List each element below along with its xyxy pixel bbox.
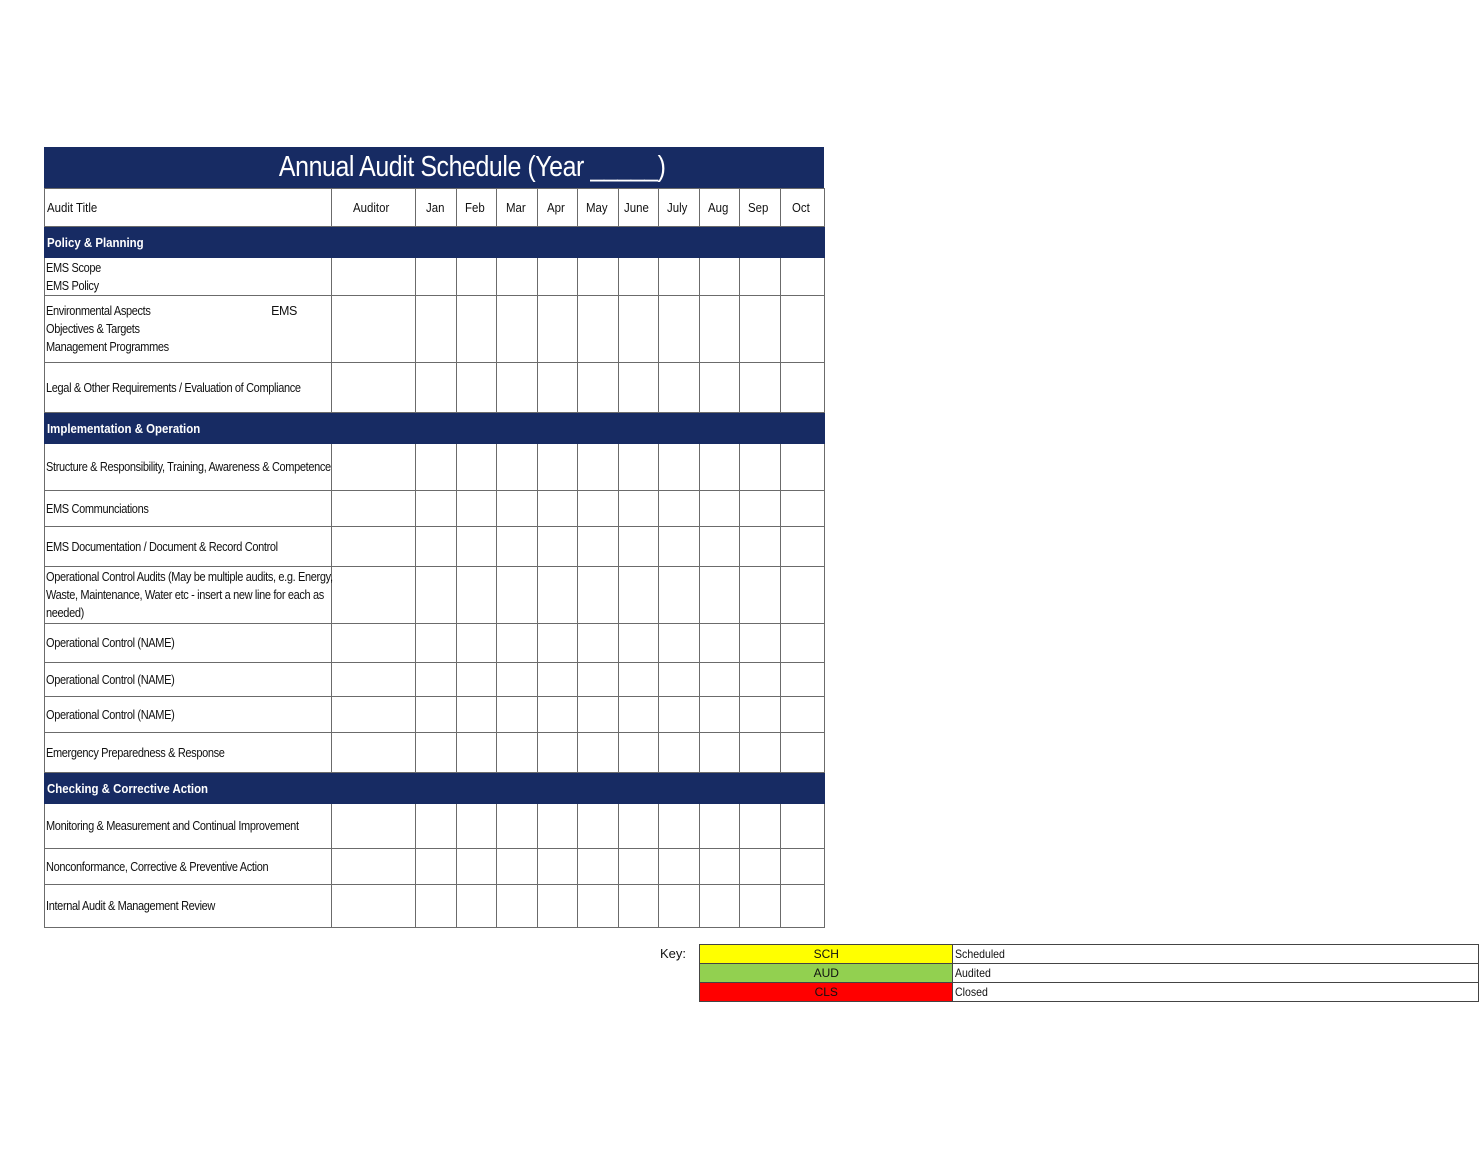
audit-title-cell[interactable] <box>45 444 332 491</box>
auditor-cell[interactable] <box>332 491 416 527</box>
section-month-cell <box>659 413 700 444</box>
audit-title-line: Nonconformance, Corrective & Preventive Action <box>46 859 269 874</box>
auditor-cell[interactable] <box>332 444 416 491</box>
auditor-cell[interactable] <box>332 733 416 773</box>
month-cell[interactable] <box>578 527 619 567</box>
month-cell[interactable] <box>619 733 659 773</box>
audit-title-cell[interactable] <box>45 296 332 363</box>
audit-title-line: Environmental Aspects <box>46 304 151 318</box>
key-text-closed: Closed <box>953 983 1479 1002</box>
month-cell[interactable] <box>416 363 457 413</box>
schedule-title-bar <box>44 147 824 188</box>
month-cell[interactable] <box>700 363 740 413</box>
auditor-cell[interactable] <box>332 849 416 885</box>
month-cell[interactable] <box>781 363 825 413</box>
month-cell[interactable] <box>578 804 619 849</box>
section-month-cell <box>416 773 457 804</box>
month-cell[interactable] <box>740 849 781 885</box>
section-month-cell <box>781 227 825 258</box>
table-row <box>45 733 825 773</box>
audit-title-cell[interactable] <box>45 491 332 527</box>
table-row <box>45 296 825 363</box>
month-cell[interactable] <box>781 697 825 733</box>
audit-title-line: EMS Communciations <box>46 501 149 516</box>
section-label: Checking & Corrective Action <box>45 773 416 804</box>
section-month-cell <box>497 227 538 258</box>
month-cell[interactable] <box>659 444 700 491</box>
month-cell[interactable] <box>457 885 497 928</box>
month-cell[interactable] <box>781 258 825 296</box>
month-cell[interactable] <box>740 296 781 363</box>
month-cell[interactable] <box>619 567 659 624</box>
month-cell[interactable] <box>578 296 619 363</box>
month-cell[interactable] <box>578 363 619 413</box>
header-month: Sep <box>740 189 781 227</box>
audit-title-cell[interactable] <box>45 527 332 567</box>
month-cell[interactable] <box>619 258 659 296</box>
header-month: Mar <box>497 189 538 227</box>
month-cell[interactable] <box>497 296 538 363</box>
month-cell[interactable] <box>457 663 497 697</box>
month-cell[interactable] <box>538 444 578 491</box>
month-cell[interactable] <box>497 258 538 296</box>
header-month: Oct <box>781 189 825 227</box>
month-cell[interactable] <box>416 849 457 885</box>
section-month-cell <box>578 227 619 258</box>
audit-title-line: Waste, Maintenance, Water etc - insert a new line for each as <box>46 588 324 602</box>
auditor-cell[interactable] <box>332 663 416 697</box>
table-row <box>45 624 825 663</box>
table-row <box>45 885 825 928</box>
audit-title-line: Monitoring & Measurement and Continual Improvement <box>46 819 299 833</box>
month-cell[interactable] <box>659 624 700 663</box>
month-cell[interactable] <box>416 733 457 773</box>
month-cell[interactable] <box>740 624 781 663</box>
header-month: Aug <box>700 189 740 227</box>
month-cell[interactable] <box>538 885 578 928</box>
section-month-cell <box>781 413 825 444</box>
section-month-cell <box>781 773 825 804</box>
header-row <box>45 189 825 227</box>
auditor-cell[interactable] <box>332 363 416 413</box>
section-month-cell <box>457 773 497 804</box>
month-cell[interactable] <box>497 624 538 663</box>
month-cell[interactable] <box>740 491 781 527</box>
month-cell[interactable] <box>659 663 700 697</box>
auditor-cell[interactable] <box>332 697 416 733</box>
month-cell[interactable] <box>457 849 497 885</box>
section-month-cell <box>700 773 740 804</box>
month-cell[interactable] <box>497 733 538 773</box>
audit-title-cell[interactable] <box>45 804 332 849</box>
month-cell[interactable] <box>578 849 619 885</box>
section-month-cell <box>538 773 578 804</box>
month-cell[interactable] <box>700 697 740 733</box>
month-cell[interactable] <box>457 567 497 624</box>
audit-title-cell[interactable] <box>45 624 332 663</box>
month-cell[interactable] <box>416 885 457 928</box>
month-cell[interactable] <box>538 697 578 733</box>
section-month-cell <box>740 413 781 444</box>
month-cell[interactable] <box>781 624 825 663</box>
month-cell[interactable] <box>497 527 538 567</box>
auditor-cell[interactable] <box>332 258 416 296</box>
month-cell[interactable] <box>416 444 457 491</box>
table-row <box>45 663 825 697</box>
auditor-cell[interactable] <box>332 527 416 567</box>
month-cell[interactable] <box>538 849 578 885</box>
table-row <box>45 849 825 885</box>
month-cell[interactable] <box>497 804 538 849</box>
audit-title-line: EMS Scope <box>46 260 101 275</box>
month-cell[interactable] <box>659 733 700 773</box>
audit-title-line: Legal & Other Requirements / Evaluation of Compliance <box>46 380 301 395</box>
month-cell[interactable] <box>659 567 700 624</box>
auditor-cell[interactable] <box>332 804 416 849</box>
month-cell[interactable] <box>538 663 578 697</box>
month-cell[interactable] <box>781 804 825 849</box>
audit-title-cell[interactable] <box>45 697 332 733</box>
month-cell[interactable] <box>619 296 659 363</box>
month-cell[interactable] <box>578 885 619 928</box>
header-month: June <box>619 189 659 227</box>
audit-title-cell[interactable] <box>45 663 332 697</box>
month-cell[interactable] <box>740 663 781 697</box>
audit-title-cell[interactable] <box>45 363 332 413</box>
month-cell[interactable] <box>700 491 740 527</box>
month-cell[interactable] <box>538 624 578 663</box>
table-row <box>45 804 825 849</box>
month-cell[interactable] <box>619 804 659 849</box>
section-month-cell <box>740 773 781 804</box>
audit-title-line: Operational Control (NAME) <box>46 672 175 687</box>
month-cell[interactable] <box>619 624 659 663</box>
month-cell[interactable] <box>740 444 781 491</box>
audit-title-cell[interactable] <box>45 733 332 773</box>
auditor-cell[interactable] <box>332 885 416 928</box>
month-cell[interactable] <box>781 663 825 697</box>
section-month-cell <box>700 227 740 258</box>
month-cell[interactable] <box>457 697 497 733</box>
audit-title-cell[interactable] <box>45 849 332 885</box>
audit-title-line: Operational Control (NAME) <box>46 707 175 722</box>
section-month-cell <box>538 227 578 258</box>
section-header-row <box>45 227 825 258</box>
month-cell[interactable] <box>659 296 700 363</box>
section-month-cell <box>416 413 457 444</box>
table-row <box>45 567 825 624</box>
section-month-cell <box>416 227 457 258</box>
month-cell[interactable] <box>416 527 457 567</box>
month-cell[interactable] <box>700 733 740 773</box>
key-label: Key: <box>660 946 687 961</box>
key-item <box>700 964 1479 983</box>
month-cell[interactable] <box>538 527 578 567</box>
month-cell[interactable] <box>578 444 619 491</box>
month-cell[interactable] <box>659 258 700 296</box>
month-cell[interactable] <box>700 885 740 928</box>
month-cell[interactable] <box>740 804 781 849</box>
month-cell[interactable] <box>416 697 457 733</box>
month-cell[interactable] <box>659 491 700 527</box>
audit-title-cell[interactable] <box>45 567 332 624</box>
month-cell[interactable] <box>659 885 700 928</box>
month-cell[interactable] <box>416 663 457 697</box>
schedule-title: Annual Audit Schedule (Year _____) <box>279 151 666 183</box>
table-row <box>45 527 825 567</box>
month-cell[interactable] <box>740 733 781 773</box>
audit-title-cell[interactable] <box>45 885 332 928</box>
header-month: July <box>659 189 700 227</box>
month-cell[interactable] <box>619 697 659 733</box>
month-cell[interactable] <box>497 849 538 885</box>
month-cell[interactable] <box>659 527 700 567</box>
month-cell[interactable] <box>416 296 457 363</box>
month-cell[interactable] <box>619 885 659 928</box>
audit-title-line: Objectives & Targets <box>46 322 140 336</box>
month-cell[interactable] <box>538 491 578 527</box>
month-cell[interactable] <box>740 527 781 567</box>
month-cell[interactable] <box>457 804 497 849</box>
month-cell[interactable] <box>700 527 740 567</box>
month-cell[interactable] <box>619 527 659 567</box>
section-header-row <box>45 413 825 444</box>
section-month-cell <box>538 413 578 444</box>
month-cell[interactable] <box>497 697 538 733</box>
month-cell[interactable] <box>740 885 781 928</box>
table-row <box>45 444 825 491</box>
section-month-cell <box>578 773 619 804</box>
month-cell[interactable] <box>659 697 700 733</box>
month-cell[interactable] <box>457 527 497 567</box>
month-cell[interactable] <box>781 849 825 885</box>
audit-title-line: EMS Policy <box>46 278 99 293</box>
month-cell[interactable] <box>457 624 497 663</box>
month-cell[interactable] <box>497 444 538 491</box>
section-month-cell <box>457 413 497 444</box>
month-cell[interactable] <box>781 527 825 567</box>
month-cell[interactable] <box>578 258 619 296</box>
month-cell[interactable] <box>538 804 578 849</box>
section-header-row <box>45 773 825 804</box>
month-cell[interactable] <box>457 363 497 413</box>
audit-title-tag: EMS <box>271 304 297 318</box>
month-cell[interactable] <box>497 567 538 624</box>
month-cell[interactable] <box>578 491 619 527</box>
section-label: Policy & Planning <box>45 227 416 258</box>
table-row <box>45 363 825 413</box>
month-cell[interactable] <box>619 849 659 885</box>
header-month: Jan <box>416 189 457 227</box>
audit-title-line: Structure & Responsibility, Training, Awareness & Competence <box>46 460 331 474</box>
month-cell[interactable] <box>538 296 578 363</box>
audit-title-line: Management Programmes <box>46 340 169 354</box>
month-cell[interactable] <box>700 804 740 849</box>
table-row <box>45 491 825 527</box>
header-month: Feb <box>457 189 497 227</box>
month-cell[interactable] <box>538 363 578 413</box>
section-month-cell <box>497 413 538 444</box>
month-cell[interactable] <box>740 258 781 296</box>
month-cell[interactable] <box>497 491 538 527</box>
section-month-cell <box>619 227 659 258</box>
month-cell[interactable] <box>416 804 457 849</box>
month-cell[interactable] <box>700 258 740 296</box>
month-cell[interactable] <box>659 363 700 413</box>
month-cell[interactable] <box>740 567 781 624</box>
month-cell[interactable] <box>457 733 497 773</box>
month-cell[interactable] <box>619 491 659 527</box>
section-month-cell <box>497 773 538 804</box>
section-label: Implementation & Operation <box>45 413 416 444</box>
month-cell[interactable] <box>619 663 659 697</box>
audit-title-cell[interactable] <box>45 258 332 296</box>
key-text-scheduled: Scheduled <box>953 945 1479 964</box>
section-month-cell <box>619 773 659 804</box>
section-month-cell <box>659 773 700 804</box>
section-month-cell <box>659 227 700 258</box>
audit-title-line: EMS Documentation / Document & Record Control <box>46 539 278 554</box>
section-month-cell <box>700 413 740 444</box>
month-cell[interactable] <box>700 296 740 363</box>
month-cell[interactable] <box>457 444 497 491</box>
key-item <box>700 945 1479 964</box>
audit-title-line: Operational Control (NAME) <box>46 636 175 650</box>
table-row <box>45 697 825 733</box>
audit-title-line: Internal Audit & Management Review <box>46 899 216 913</box>
month-cell[interactable] <box>578 567 619 624</box>
month-cell[interactable] <box>781 567 825 624</box>
month-cell[interactable] <box>700 849 740 885</box>
month-cell[interactable] <box>619 444 659 491</box>
month-cell[interactable] <box>781 733 825 773</box>
month-cell[interactable] <box>416 491 457 527</box>
key-swatch-closed: CLS <box>700 983 953 1002</box>
month-cell[interactable] <box>497 363 538 413</box>
month-cell[interactable] <box>497 663 538 697</box>
month-cell[interactable] <box>538 567 578 624</box>
month-cell[interactable] <box>416 567 457 624</box>
header-month: Apr <box>538 189 578 227</box>
month-cell[interactable] <box>578 624 619 663</box>
header-month: May <box>578 189 619 227</box>
month-cell[interactable] <box>457 258 497 296</box>
header-auditor: Auditor <box>332 189 416 227</box>
month-cell[interactable] <box>700 624 740 663</box>
month-cell[interactable] <box>578 733 619 773</box>
section-month-cell <box>619 413 659 444</box>
month-cell[interactable] <box>416 258 457 296</box>
month-cell[interactable] <box>416 624 457 663</box>
month-cell[interactable] <box>578 663 619 697</box>
month-cell[interactable] <box>538 258 578 296</box>
month-cell[interactable] <box>781 885 825 928</box>
month-cell[interactable] <box>700 663 740 697</box>
month-cell[interactable] <box>781 444 825 491</box>
month-cell[interactable] <box>740 697 781 733</box>
key-text-audited: Audited <box>953 964 1479 983</box>
auditor-cell[interactable] <box>332 624 416 663</box>
month-cell[interactable] <box>740 363 781 413</box>
month-cell[interactable] <box>619 363 659 413</box>
month-cell[interactable] <box>781 296 825 363</box>
audit-title-line: needed) <box>46 606 84 620</box>
audit-schedule-table <box>44 188 825 928</box>
month-cell[interactable] <box>578 697 619 733</box>
month-cell[interactable] <box>659 849 700 885</box>
audit-title-line: Emergency Preparedness & Response <box>46 745 225 760</box>
key-swatch-scheduled: SCH <box>700 945 953 964</box>
month-cell[interactable] <box>457 296 497 363</box>
month-cell[interactable] <box>781 491 825 527</box>
month-cell[interactable] <box>497 885 538 928</box>
key-swatch-audited: AUD <box>700 964 953 983</box>
auditor-cell[interactable] <box>332 296 416 363</box>
key-table <box>699 944 1479 1002</box>
section-month-cell <box>457 227 497 258</box>
month-cell[interactable] <box>700 444 740 491</box>
section-month-cell <box>740 227 781 258</box>
month-cell[interactable] <box>700 567 740 624</box>
section-month-cell <box>578 413 619 444</box>
key-item <box>700 983 1479 1002</box>
table-row <box>45 258 825 296</box>
auditor-cell[interactable] <box>332 567 416 624</box>
audit-title-line: Operational Control Audits (May be multiple audits, e.g. Energy, <box>46 570 333 584</box>
header-audit-title: Audit Title <box>45 189 332 227</box>
month-cell[interactable] <box>659 804 700 849</box>
month-cell[interactable] <box>538 733 578 773</box>
month-cell[interactable] <box>457 491 497 527</box>
audit-schedule-sheet <box>44 147 824 928</box>
